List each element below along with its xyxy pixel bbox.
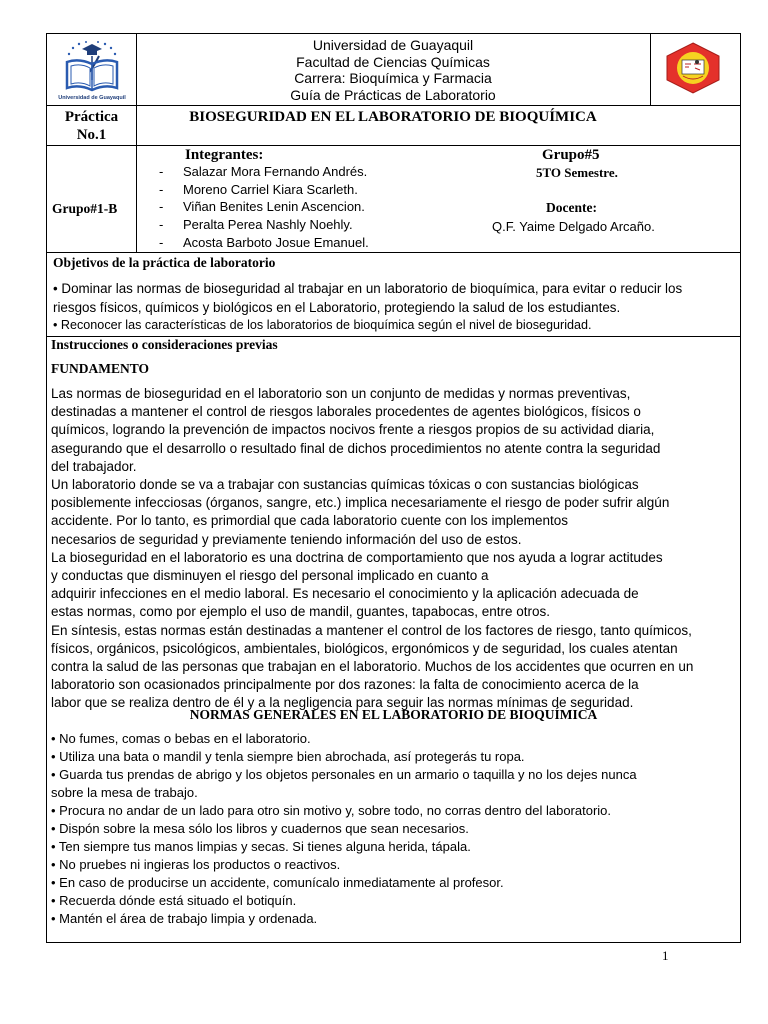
group-number: Grupo#5 (542, 147, 600, 163)
practice-label: Práctica No.1 (64, 109, 119, 143)
group-row (47, 146, 740, 253)
list-item: • En caso de producirse un accidente, comunícalo inmediatamente al profesor. (51, 875, 504, 890)
list-item: • Ten siempre tus manos limpias y secas. Si tienes alguna herida, tápala. (51, 839, 471, 854)
list-item: • No pruebes ni ingieras los productos o reactivos. (51, 857, 341, 872)
list-item: - Salazar Mora Fernando Andrés. (159, 164, 368, 179)
list-item: - Peralta Perea Nashly Noehly. (159, 217, 353, 233)
university-name: Universidad de Guayaquil (312, 37, 474, 53)
list-item: • Dispón sobre la mesa sólo los libros y cuadernos que sean necesarios. (51, 821, 469, 836)
norms-heading: NORMAS GENERALES EN EL LABORATORIO DE BIOQUÍMICA (189, 707, 598, 722)
faculty-logo (665, 42, 721, 94)
guide-name: Guía de Prácticas de Laboratorio (290, 86, 496, 103)
list-item: - Viñan Benites Lenin Ascencion. (159, 199, 365, 215)
list-item: • Procura no andar de un lado para otro sin motivo y, sobre todo, no corras dentro del laboratorio. (51, 803, 612, 818)
norms-list (51, 730, 637, 928)
instructions-heading: Instrucciones o consideraciones previas (51, 337, 278, 352)
list-item: - Moreno Carriel Kiara Scarleth. (159, 181, 358, 197)
objectives-row (47, 253, 740, 337)
faculty-name: Facultad de Ciencias Químicas (296, 53, 490, 70)
career-name: Carrera: Bioquímica y Farmacia (294, 70, 492, 86)
docente-label: Docente: (546, 200, 597, 215)
instructions-row (47, 337, 740, 942)
list-item: sobre la mesa de trabajo. (51, 785, 198, 800)
list-item: - Acosta Barboto Josue Emanuel. (159, 234, 369, 250)
objective-1: • Dominar las normas de bioseguridad al trabajar en un laboratorio de bioquímica, para evitar o reducir los riesgos físicos, químicos y biológicos en el Laboratorio, protegiendo la salud de los estudiantes. (53, 281, 683, 315)
members-list (159, 163, 369, 252)
integrantes-label: Integrantes: (185, 147, 264, 163)
document-frame (46, 33, 741, 943)
practice-row (47, 106, 740, 146)
list-item: • Recuerda dónde está situado el botiquín. (51, 893, 297, 908)
header-text (136, 37, 650, 103)
fundamento-body: Las normas de bioseguridad en el laboratorio son un conjunto de medidas y normas preventivas, destinadas a mantener el control de riesgos laborales procedentes de agentes biológicos, físicos o químicos, logrando la prevención de impactos nocivos frente a riesgos propios de su actividad diaria, asegurando que el desarrollo o resultado final de dichos procedimientos no atente contra la seguridad del trabajador. Un laboratorio donde se va a trabajar con sustancias químicas tóxicas o con sustancias biológicas posiblemente infecciosas (órganos, sangre, etc.) implica necesariamente el riesgo de poder sufrir algún accidente. Por lo tanto, es primordial que cada laboratorio cuente con los implementos necesarios de seguridad y previamente teniendo información del uso de estos. La bioseguridad en el laboratorio es una doctrina de comportamiento que nos ayuda a lograr actitudes y conductas que disminuyen el riesgo del personal implicado en cuanto a adquirir infecciones en el medio laboral. Es necesario el conocimiento y la aplicación adecuada de estas normas, como por ejemplo el uso de mandil, guantes, tapabocas, entre otros. En síntesis, estas normas están destinadas a mantener el control de los factores de riesgo, tanto químicos, físicos, orgánicos, psicológicos, ambientales, biológicos, ergonómicos y de seguridad, los cuales atentan contra la salud de las personas que trabajan en el laboratorio. Muchos de los accidentes que ocurren en un laboratorio son ocasionados principalmente por dos razones: la falta de conocimiento acerca de la labor que se realiza dentro de él y a la negligencia para seguir las normas mínimas de seguridad. (51, 386, 694, 711)
objectives-heading: Objetivos de la práctica de laboratorio (53, 255, 276, 270)
fundamento-heading: FUNDAMENTO (51, 361, 150, 376)
practice-title: BIOSEGURIDAD EN EL LABORATORIO DE BIOQUÍMICA (189, 109, 597, 125)
header-row (47, 34, 740, 106)
group-label: Grupo#1-B (52, 201, 118, 216)
semester: 5TO Semestre. (536, 165, 618, 180)
university-logo (59, 38, 125, 102)
list-item: • No fumes, comas o bebas en el laboratorio. (51, 731, 311, 746)
list-item: • Mantén el área de trabajo limpia y ordenada. (51, 911, 318, 926)
objective-2: • Reconocer las características de los laboratorios de bioquímica según el nivel de bioseguridad. (53, 318, 592, 332)
docente-name: Q.F. Yaime Delgado Arcaño. (492, 219, 655, 234)
page-number: 1 (662, 948, 669, 963)
list-item: • Utiliza una bata o mandil y tenla siempre bien abrochada, así protegerás tu ropa. (51, 749, 525, 764)
logo-caption: Universidad de Guayaquil (58, 95, 126, 101)
list-item: • Guarda tus prendas de abrigo y los objetos personales en un armario o taquilla y no los dejes nunca (51, 767, 637, 782)
